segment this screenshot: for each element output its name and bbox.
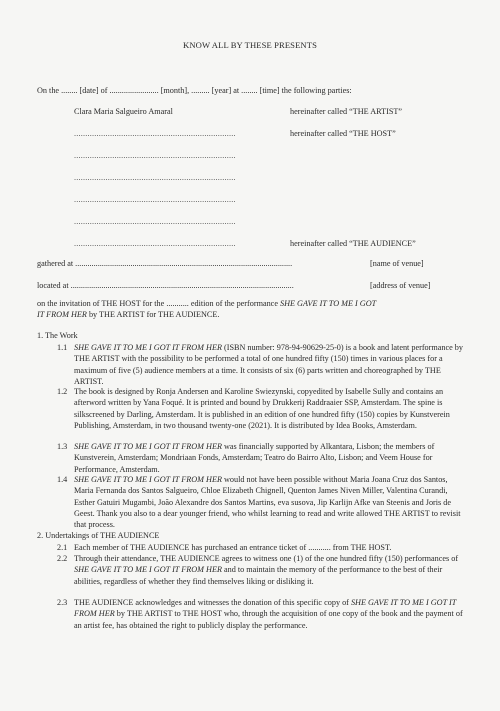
clause-text: The book is designed by Ronja Andersen and Karoline Swiezynski, copyedited by Isabelle Sully and contains an afterword written by Yana Foqué. It is printed and bound by Drukkerij Raddraaier SSP, Amsterdam. The spine is silkscreened by Darling, Amsterdam. It is published in an edition of one hundred fifty (150) copies by Kunstverein Publishing, Amsterdam, in two thousand twenty-one (2021). It is distributed by Idea Books, Amsterdam. [74, 387, 450, 430]
party-blank-2: ........................................................................ [74, 173, 236, 182]
clause-text: SHE GAVE IT TO ME I GOT IT FROM HER would not have been possible without Maria Joana Cruz dos Santos, Maria Fernanda dos Santos Salgueiro, Chloe Elizabeth Chignell, Quenton James Niven Miller, Valentina Curandi, Esther Gatuiri Mugambi, João Alexandre dos Santos Martins, eva susova, Jip Karlijn Afke van Steenis and Joris de Geest. Thank you also to a dear younger friend, who whilst learning to read and write allowed THE ARTIST to revisit that process. [74, 475, 461, 529]
host-role: hereinafter called “THE HOST” [290, 129, 396, 138]
invitation-paragraph: on the invitation of THE HOST for the ........... edition of the performance SHE GAVE IT TO ME I GOT IT FROM HER by THE ARTIST for THE AUDIENCE. [37, 299, 377, 320]
section-2-heading: 2. Undertakings of THE AUDIENCE [37, 531, 160, 540]
page-title: KNOW ALL BY THESE PRESENTS [183, 40, 317, 50]
clause-number: 2.2 [57, 554, 68, 563]
clause-text: THE AUDIENCE acknowledges and witnesses the donation of this specific copy of SHE GAVE IT TO ME I GOT IT FROM HER by THE ARTIST to THE HOST who, through the acquisition of one copy of the book and the payment of an artist fee, has obtained the right to publicly display the performance. [74, 598, 463, 630]
section-1-heading: 1. The Work [37, 331, 78, 340]
clause-number: 1.3 [57, 442, 68, 451]
clause-text: Each member of THE AUDIENCE has purchased an entrance ticket of ........... from THE HOST. [74, 543, 392, 552]
clause-text: Through their attendance, THE AUDIENCE agrees to witness one (1) of the one hundred fifty (150) performances of SHE GAVE IT TO ME I GOT IT FROM HER and to maintain the memory of the performance to the best of their abilities, regardless of whether they find themselves liking or disliking it. [74, 554, 459, 586]
party-blank-1: ........................................................................ [74, 151, 236, 160]
artist-role: hereinafter called “THE ARTIST” [290, 107, 403, 116]
audience-blank: ........................................................................ [74, 239, 236, 248]
clause-text: SHE GAVE IT TO ME I GOT IT FROM HER was financially supported by Alkantara, Lisbon; the members of Kunstverein, Amsterdam; Mondriaan Fonds, Amsterdam; Teatro do Bairro Alto, Lisbon; and Veem House for Performance, Amsterdam. [74, 442, 435, 474]
party-blank-4: ........................................................................ [74, 217, 236, 226]
gathered-at-line: gathered at .......................................................................................................... [37, 259, 293, 268]
audience-role: hereinafter called “THE AUDIENCE” [290, 239, 416, 248]
clause-text: SHE GAVE IT TO ME I GOT IT FROM HER (ISBN number: 978-94-90629-25-0) is a book and latent performance by THE ARTIST with the possibility to be performed a total of one hundred fifty (150) times in various places for a maximum of five (5) audience members at a time. It consists of six (6) parts written and choreographed by THE ARTIST. [74, 343, 463, 386]
artist-name: Clara Maria Salgueiro Amaral [74, 107, 173, 116]
located-at-line: located at ............................................................................................................. [37, 281, 294, 290]
clause-number: 1.4 [57, 475, 68, 484]
clause-number: 2.3 [57, 598, 68, 607]
date-line: On the ........ [date] of ........................ [month], ......... [year] at ........ [time] the following parties: [37, 86, 352, 95]
venue-name: [name of venue] [370, 259, 424, 268]
host-blank: ........................................................................ [74, 129, 236, 138]
clause-number: 2.1 [57, 543, 68, 552]
venue-address: [address of venue] [370, 281, 431, 290]
party-blank-3: ........................................................................ [74, 195, 236, 204]
clause-number: 1.2 [57, 387, 68, 396]
clause-number: 1.1 [57, 343, 68, 352]
